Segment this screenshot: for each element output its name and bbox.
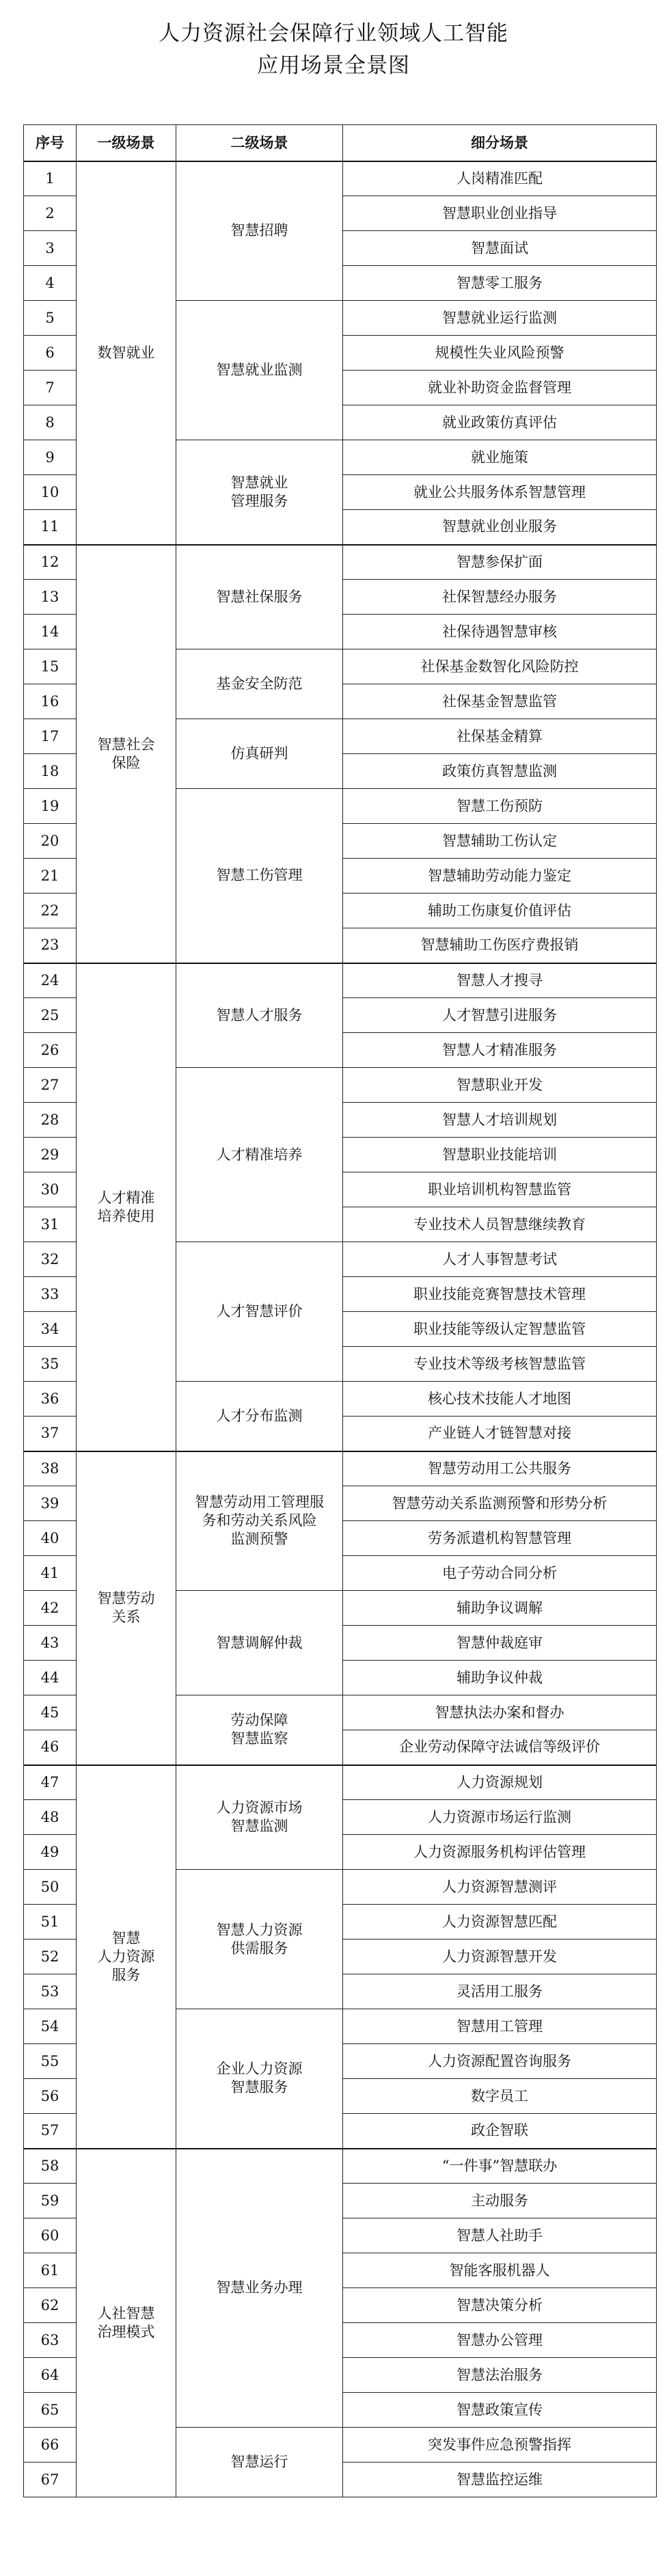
table-header [24, 125, 657, 161]
row-seq: 44 [24, 1661, 77, 1695]
level3-cell: 智慧零工服务 [343, 266, 657, 301]
level1-cell: 智慧劳动 关系 [77, 1451, 176, 1765]
row-seq: 56 [24, 2079, 77, 2114]
header-level1: 一级场景 [77, 125, 176, 161]
level2-cell: 劳动保障 智慧监察 [176, 1695, 343, 1765]
level3-cell: 辅助争议仲裁 [343, 1661, 657, 1695]
row-seq: 49 [24, 1835, 77, 1870]
row-seq: 51 [24, 1905, 77, 1940]
level3-cell: 政策仿真智慧监测 [343, 754, 657, 789]
level2-cell: 智慧招聘 [176, 161, 343, 301]
table-body [24, 161, 657, 2497]
row-seq: 52 [24, 1940, 77, 1974]
header-seq: 序号 [24, 125, 77, 161]
level3-cell: 政企智联 [343, 2114, 657, 2149]
row-seq: 53 [24, 1974, 77, 2009]
row-seq: 23 [24, 928, 77, 963]
row-seq: 59 [24, 2184, 77, 2218]
level3-cell: 劳务派遣机构智慧管理 [343, 1521, 657, 1556]
row-seq: 7 [24, 371, 77, 405]
level3-cell: 职业培训机构智慧监管 [343, 1172, 657, 1207]
row-seq: 34 [24, 1312, 77, 1347]
level3-cell: 智慧人才精准服务 [343, 1033, 657, 1068]
level3-cell: 智慧决策分析 [343, 2288, 657, 2323]
level3-cell: 智慧用工管理 [343, 2009, 657, 2044]
level3-cell: 智慧职业创业指导 [343, 196, 657, 231]
level3-cell: 智慧政策宣传 [343, 2393, 657, 2428]
row-seq: 54 [24, 2009, 77, 2044]
level3-cell: 人才人事智慧考试 [343, 1242, 657, 1277]
level3-cell: 人力资源服务机构评估管理 [343, 1835, 657, 1870]
row-seq: 62 [24, 2288, 77, 2323]
row-seq: 16 [24, 684, 77, 719]
level3-cell: 人才智慧引进服务 [343, 998, 657, 1033]
level3-cell: 核心技术技能人才地图 [343, 1382, 657, 1417]
level3-cell: 社保基金精算 [343, 719, 657, 754]
level2-cell: 智慧人才服务 [176, 963, 343, 1068]
row-seq: 30 [24, 1172, 77, 1207]
row-seq: 48 [24, 1800, 77, 1835]
row-seq: 63 [24, 2323, 77, 2358]
level3-cell: 人岗精准匹配 [343, 161, 657, 196]
row-seq: 29 [24, 1138, 77, 1172]
level3-cell: 辅助工伤康复价值评估 [343, 894, 657, 928]
level3-cell: 社保基金数智化风险防控 [343, 649, 657, 684]
row-seq: 2 [24, 196, 77, 231]
row-seq: 15 [24, 649, 77, 684]
row-seq: 27 [24, 1068, 77, 1103]
level3-cell: 智慧监控运维 [343, 2463, 657, 2497]
level3-cell: 智慧职业技能培训 [343, 1138, 657, 1172]
level3-cell: 人力资源智慧开发 [343, 1940, 657, 1974]
row-seq: 42 [24, 1591, 77, 1626]
page-title-line1: 人力资源社会保障行业领域人工智能 [159, 21, 508, 46]
row-seq: 12 [24, 545, 77, 580]
level3-cell: 数字员工 [343, 2079, 657, 2114]
level3-cell: 人力资源配置咨询服务 [343, 2044, 657, 2079]
row-seq: 33 [24, 1277, 77, 1312]
row-seq: 61 [24, 2253, 77, 2288]
level1-cell: 智慧社会 保险 [77, 545, 176, 963]
table-row [24, 1765, 657, 1800]
level3-cell: 智慧职业开发 [343, 1068, 657, 1103]
level3-cell: 灵活用工服务 [343, 1974, 657, 2009]
row-seq: 1 [24, 161, 77, 196]
level2-cell: 企业人力资源 智慧服务 [176, 2009, 343, 2149]
level3-cell: 智慧就业运行监测 [343, 301, 657, 336]
row-seq: 28 [24, 1103, 77, 1138]
row-seq: 11 [24, 510, 77, 545]
row-seq: 36 [24, 1382, 77, 1417]
row-seq: 38 [24, 1451, 77, 1486]
row-seq: 50 [24, 1870, 77, 1905]
level2-cell: 智慧社保服务 [176, 545, 343, 649]
title-block [0, 18, 667, 82]
table-row [24, 161, 657, 196]
level3-cell: 就业公共服务体系智慧管理 [343, 475, 657, 510]
row-seq: 31 [24, 1207, 77, 1242]
level3-cell: 智慧仲裁庭审 [343, 1626, 657, 1661]
table-row [24, 1451, 657, 1486]
row-seq: 10 [24, 475, 77, 510]
row-seq: 17 [24, 719, 77, 754]
level2-cell: 人才精准培养 [176, 1068, 343, 1242]
row-seq: 37 [24, 1417, 77, 1451]
level3-cell: 智慧辅助劳动能力鉴定 [343, 859, 657, 894]
level3-cell: 辅助争议调解 [343, 1591, 657, 1626]
row-seq: 64 [24, 2358, 77, 2393]
table-row [24, 2149, 657, 2184]
level3-cell: 主动服务 [343, 2184, 657, 2218]
level3-cell: 智慧劳动关系监测预警和形势分析 [343, 1486, 657, 1521]
level2-cell: 智慧就业 管理服务 [176, 440, 343, 545]
row-seq: 55 [24, 2044, 77, 2079]
row-seq: 9 [24, 440, 77, 475]
row-seq: 67 [24, 2463, 77, 2497]
level3-cell: 智慧辅助工伤医疗费报销 [343, 928, 657, 963]
level1-cell: 人社智慧 治理模式 [77, 2149, 176, 2497]
level3-cell: 智慧法治服务 [343, 2358, 657, 2393]
row-seq: 18 [24, 754, 77, 789]
row-seq: 40 [24, 1521, 77, 1556]
row-seq: 13 [24, 580, 77, 615]
table-row [24, 963, 657, 998]
level3-cell: 人力资源智慧测评 [343, 1870, 657, 1905]
level2-cell: 仿真研判 [176, 719, 343, 789]
level1-cell: 人才精准 培养使用 [77, 963, 176, 1451]
row-seq: 24 [24, 963, 77, 998]
row-seq: 57 [24, 2114, 77, 2149]
level3-cell: 智慧参保扩面 [343, 545, 657, 580]
level2-cell: 智慧调解仲裁 [176, 1591, 343, 1695]
level2-cell: 智慧人力资源 供需服务 [176, 1870, 343, 2009]
level3-cell: 职业技能竞赛智慧技术管理 [343, 1277, 657, 1312]
row-seq: 25 [24, 998, 77, 1033]
level3-cell: 智慧工伤预防 [343, 789, 657, 824]
row-seq: 8 [24, 405, 77, 440]
level3-cell: 电子劳动合同分析 [343, 1556, 657, 1591]
row-seq: 35 [24, 1347, 77, 1382]
level3-cell: “一件事”智慧联办 [343, 2149, 657, 2184]
level2-cell: 人力资源市场 智慧监测 [176, 1765, 343, 1870]
row-seq: 41 [24, 1556, 77, 1591]
level2-cell: 智慧劳动用工管理服 务和劳动关系风险 监测预警 [176, 1451, 343, 1591]
row-seq: 32 [24, 1242, 77, 1277]
level2-cell: 智慧业务办理 [176, 2149, 343, 2428]
level3-cell: 智慧人社助手 [343, 2218, 657, 2253]
level2-cell: 智慧就业监测 [176, 301, 343, 440]
row-seq: 6 [24, 336, 77, 371]
level1-cell: 数智就业 [77, 161, 176, 545]
level3-cell: 智慧就业创业服务 [343, 510, 657, 545]
row-seq: 4 [24, 266, 77, 301]
level2-cell: 智慧运行 [176, 2428, 343, 2497]
level2-cell: 人才智慧评价 [176, 1242, 343, 1382]
row-seq: 66 [24, 2428, 77, 2463]
level3-cell: 产业链人才链智慧对接 [343, 1417, 657, 1451]
level2-cell: 智慧工伤管理 [176, 789, 343, 963]
row-seq: 19 [24, 789, 77, 824]
level1-cell: 智慧 人力资源 服务 [77, 1765, 176, 2149]
level3-cell: 智慧执法办案和督办 [343, 1695, 657, 1730]
level3-cell: 智慧办公管理 [343, 2323, 657, 2358]
level3-cell: 企业劳动保障守法诚信等级评价 [343, 1730, 657, 1765]
level3-cell: 智慧人才培训规划 [343, 1103, 657, 1138]
row-seq: 45 [24, 1695, 77, 1730]
level3-cell: 智慧人才搜寻 [343, 963, 657, 998]
level2-cell: 人才分布监测 [176, 1382, 343, 1451]
row-seq: 39 [24, 1486, 77, 1521]
header-level2: 二级场景 [176, 125, 343, 161]
row-seq: 60 [24, 2218, 77, 2253]
level3-cell: 专业技术等级考核智慧监管 [343, 1347, 657, 1382]
row-seq: 65 [24, 2393, 77, 2428]
level3-cell: 智慧辅助工伤认定 [343, 824, 657, 859]
level2-cell: 基金安全防范 [176, 649, 343, 719]
level3-cell: 职业技能等级认定智慧监管 [343, 1312, 657, 1347]
row-seq: 3 [24, 231, 77, 266]
level3-cell: 专业技术人员智慧继续教育 [343, 1207, 657, 1242]
level3-cell: 智慧劳动用工公共服务 [343, 1451, 657, 1486]
row-seq: 58 [24, 2149, 77, 2184]
row-seq: 43 [24, 1626, 77, 1661]
level3-cell: 就业补助资金监督管理 [343, 371, 657, 405]
level3-cell: 就业政策仿真评估 [343, 405, 657, 440]
level3-cell: 人力资源智慧匹配 [343, 1905, 657, 1940]
level3-cell: 就业施策 [343, 440, 657, 475]
level3-cell: 人力资源规划 [343, 1765, 657, 1800]
level3-cell: 社保智慧经办服务 [343, 580, 657, 615]
level3-cell: 智慧面试 [343, 231, 657, 266]
page-title-line2: 应用场景全景图 [257, 53, 410, 78]
level3-cell: 突发事件应急预警指挥 [343, 2428, 657, 2463]
row-seq: 22 [24, 894, 77, 928]
row-seq: 47 [24, 1765, 77, 1800]
scenes-table [23, 124, 657, 2497]
level3-cell: 社保待遇智慧审核 [343, 615, 657, 649]
level3-cell: 社保基金智慧监管 [343, 684, 657, 719]
level3-cell: 人力资源市场运行监测 [343, 1800, 657, 1835]
level3-cell: 规模性失业风险预警 [343, 336, 657, 371]
row-seq: 20 [24, 824, 77, 859]
table-row [24, 545, 657, 580]
row-seq: 5 [24, 301, 77, 336]
row-seq: 21 [24, 859, 77, 894]
header-level3: 细分场景 [343, 125, 657, 161]
row-seq: 14 [24, 615, 77, 649]
header-row [24, 125, 657, 161]
row-seq: 46 [24, 1730, 77, 1765]
row-seq: 26 [24, 1033, 77, 1068]
level3-cell: 智能客服机器人 [343, 2253, 657, 2288]
